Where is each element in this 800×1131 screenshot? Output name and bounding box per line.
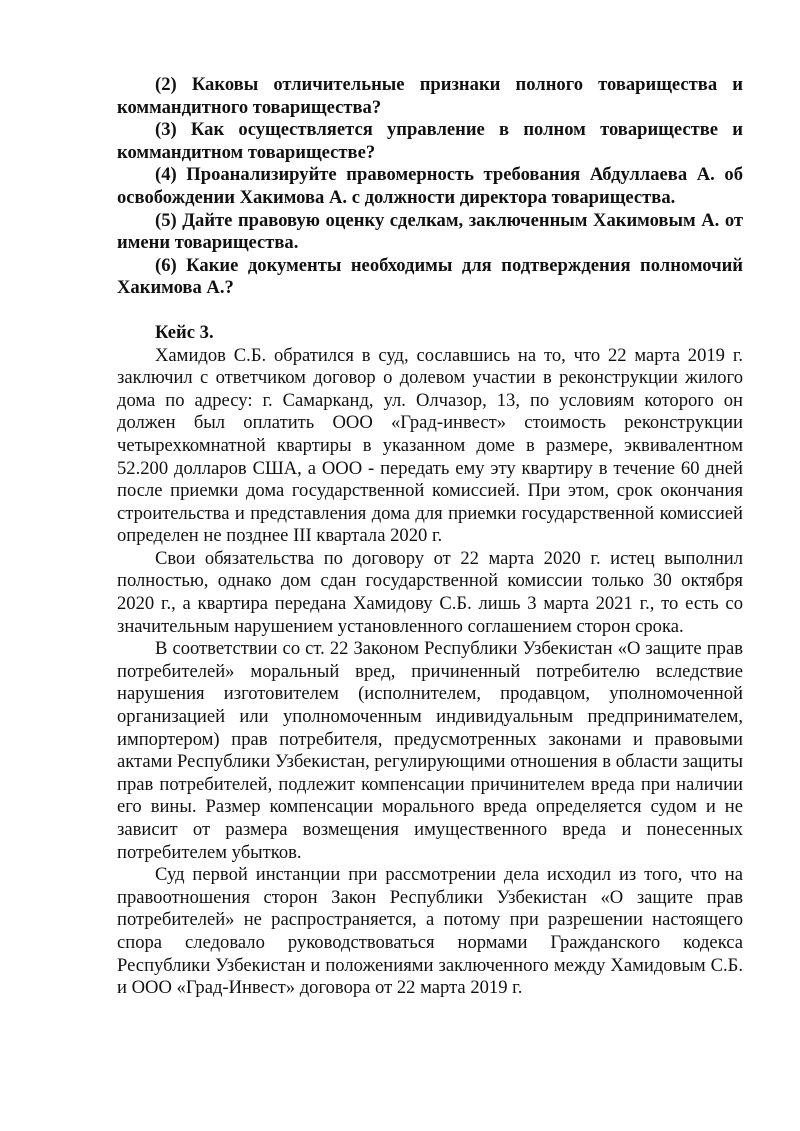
question-2: (2) Каковы отличительные признаки полного товарищества и коммандитного товарищества? [117,74,743,118]
case-title: Кейс 3. [155,321,214,343]
question-6: (6) Какие документы необходимы для подтверждения полномочий Хакимова А.? [117,254,743,299]
document-page [117,74,743,1000]
question-3: (3) Как осуществляется управление в полном товариществе и коммандитном товариществе? [117,119,743,163]
question-5: (5) Дайте правовую оценку сделкам, заключенным Хакимовым А. от имени товарищества. [117,209,743,254]
case-paragraph-3: В соответствии со ст. 22 Законом Республики Узбекистан «О защите прав потребителей» моральный вред, причиненный потребителю вследствие нарушения изготовителем (исполнителем, продавцом, уполномоченной организацией или уполномоченным индивидуальным предпринимателем, импортером) прав потребителя, предусмотренных законами и правовыми актами Республики Узбекистан, регулирующими отношения в области защиты прав потребителей, подлежит компенсации причинителем вреда при наличии его вины. Размер компенсации морального вреда определяется судом и не зависит от размера возмещения имущественного вреда и понесенных потребителем убытков. [117,638,743,863]
question-4: (4) Проанализируйте правомерность требования Абдуллаева А. об освобождении Хакимова А. с должности директора товарищества. [117,164,743,208]
case-paragraph-1: Хамидов С.Б. обратился в суд, сославшись на то, что 22 марта 2019 г. заключил с ответчиком договор о долевом участии в реконструкции жилого дома по адресу: г. Самарканд, ул. Олчазор, 13, по условиям которого он должен был оплатить ООО «Град-инвест» стоимость реконструкции четырехкомнатной квартиры в указанном доме в размере, эквивалентном 52.200 долларов США, а ООО - передать ему эту квартиру в течение 60 дней после приемки дома государственной комиссией. При этом, срок окончания строительства и представления дома для приемки государственной комиссией определен не позднее III квартала 2020 г. [117,344,743,547]
case-paragraph-4: Суд первой инстанции при рассмотрении дела исходил из того, что на правоотношения сторон Закон Республики Узбекистан «О защите прав потребителей» не распространяется, а потому при разрешении настоящего спора следовало руководствоваться нормами Гражданского кодекса Республики Узбекистан и положениями заключенного между Хамидовым С.Б. и ООО «Град-Инвест» договора от 22 марта 2019 г. [117,864,743,999]
case-paragraph-2: Свои обязательства по договору от 22 марта 2020 г. истец выполнил полностью, однако дом сдан государственной комиссии только 30 октября 2020 г., а квартира передана Хамидову С.Б. лишь 3 марта 2021 г., то есть со значительным нарушением установленного соглашением сторон срока. [117,547,743,637]
